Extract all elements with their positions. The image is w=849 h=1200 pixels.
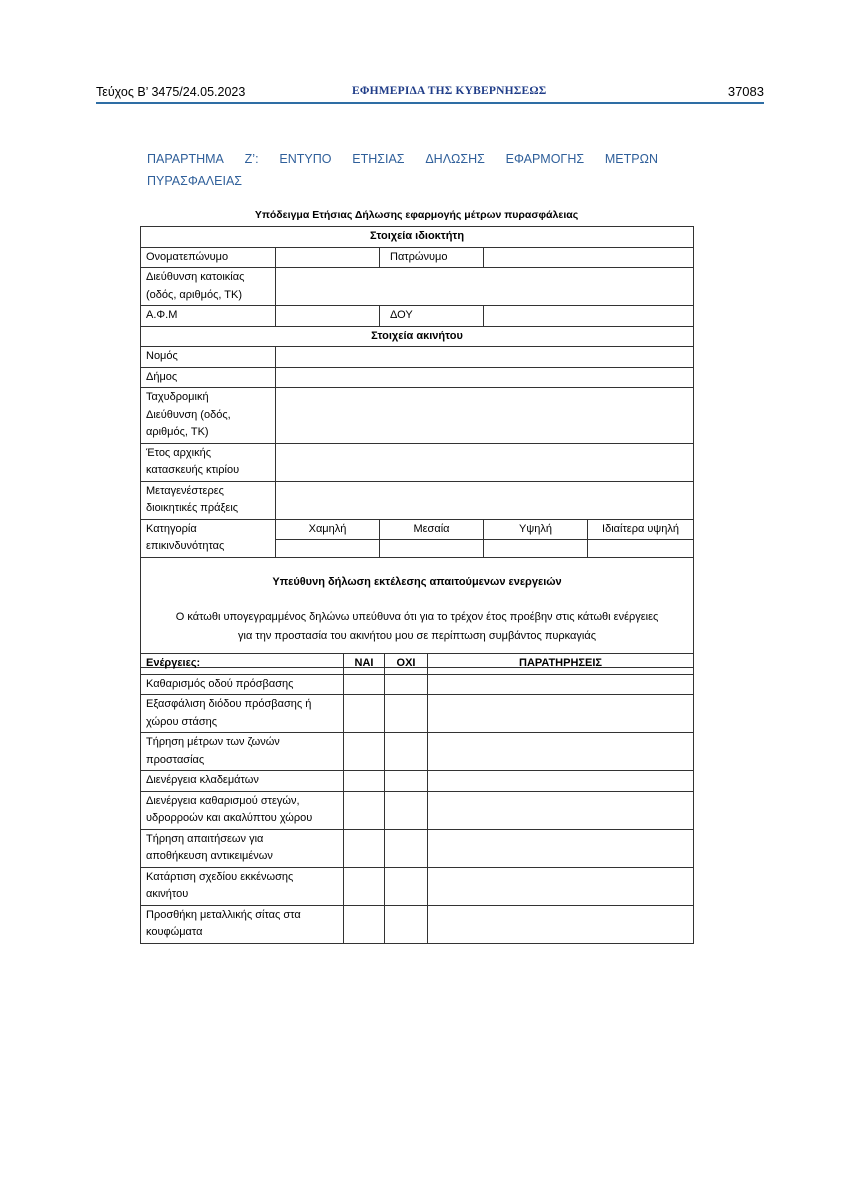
no-checkbox[interactable] [385,771,428,792]
declaration-block [141,558,694,668]
action-label: Τήρηση μέτρων των ζωνών προστασίας [141,733,344,771]
risk-level-high: Υψηλή [484,519,588,540]
yes-checkbox[interactable] [344,733,385,771]
no-checkbox[interactable] [385,695,428,733]
action-label: Κατάρτιση σχεδίου εκκένωσης ακινήτου [141,867,344,905]
annex-word: Ζ’: [244,152,259,166]
property-section-heading: Στοιχεία ακινήτου [141,326,694,347]
issue-number: Τεύχος Β’ 3475/24.05.2023 [96,85,246,99]
action-label: Τήρηση απαιτήσεων για αποθήκευση αντικειμένων [141,829,344,867]
remarks-field[interactable] [428,791,694,829]
annex-word: ΜΕΤΡΩΝ [604,152,658,166]
yes-checkbox[interactable] [344,771,385,792]
annex-word: ΕΤΗΣΙΑΣ [352,152,405,166]
gazette-title: ΕΦΗΜΕΡΙΔΑ ΤΗΣ ΚΥΒΕΡΝΗΣΕΩΣ [352,85,547,97]
municipality-field[interactable] [276,367,694,388]
remarks-field[interactable] [428,733,694,771]
prefecture-label: Νομός [141,347,276,368]
risk-category-label: Κατηγορία επικινδυνότητας [141,519,276,558]
declaration-title: Υπεύθυνη δήλωση εκτέλεσης απαιτούμενων ενεργειών [272,576,562,588]
header-rule [96,102,764,104]
home-address-field[interactable] [276,268,694,306]
father-name-field[interactable] [484,247,694,268]
risk-low-checkbox[interactable] [276,540,380,558]
actions-header: Ενέργειες: [141,654,344,675]
no-checkbox[interactable] [385,733,428,771]
no-checkbox[interactable] [385,791,428,829]
prefecture-field[interactable] [276,347,694,368]
yes-checkbox[interactable] [344,791,385,829]
yes-checkbox[interactable] [344,829,385,867]
annex-word: ΕΦΑΡΜΟΓΗΣ [505,152,585,166]
remarks-field[interactable] [428,771,694,792]
form-title: Υπόδειγμα Ετήσιας Δήλωσης εφαρμογής μέτρων πυρασφάλειας [254,209,579,221]
action-label: Εξασφάλιση διόδου πρόσβασης ή χώρου στάσης [141,695,344,733]
afm-field[interactable] [276,306,380,327]
yes-checkbox[interactable] [344,674,385,695]
annex-word: ΕΝΤΥΠΟ [279,152,332,166]
postal-address-label: Ταχυδρομική Διεύθυνση (οδός, αριθμός, ΤΚ) [141,388,276,444]
no-checkbox[interactable] [385,867,428,905]
remarks-field[interactable] [428,674,694,695]
actions-table [140,653,694,944]
yes-checkbox[interactable] [344,867,385,905]
full-name-field[interactable] [276,247,380,268]
risk-level-low: Χαμηλή [276,519,380,540]
later-acts-field[interactable] [276,481,694,519]
remarks-field[interactable] [428,695,694,733]
no-header: ΟΧΙ [385,654,428,675]
yes-checkbox[interactable] [344,905,385,943]
no-checkbox[interactable] [385,674,428,695]
no-checkbox[interactable] [385,829,428,867]
annex-word: ΔΗΛΩΣΗΣ [425,152,485,166]
father-name-label: Πατρώνυμο [380,247,484,268]
risk-very-high-checkbox[interactable] [588,540,694,558]
remarks-header: ΠΑΡΑΤΗΡΗΣΕΙΣ [428,654,694,675]
postal-address-field[interactable] [276,388,694,444]
declaration-text: Ο κάτωθι υπογεγραμμένος δηλώνω υπεύθυνα ότι για το τρέχον έτος προέβην στις κάτωθι ενέργειες για την προστασία του ακινήτου μου σε περίπτωση συμβάντος πυρκαγιάς [175,610,659,642]
remarks-field[interactable] [428,867,694,905]
page-number: 37083 [727,84,764,99]
action-label: Διενέργεια καθαρισμού στεγών, υδρορροών και ακαλύπτου χώρου [141,791,344,829]
yes-header: ΝΑΙ [344,654,385,675]
later-acts-label: Μεταγενέστερες διοικητικές πράξεις [141,481,276,519]
no-checkbox[interactable] [385,905,428,943]
declaration-form-table [140,226,694,668]
doy-field[interactable] [484,306,694,327]
action-label: Καθαρισμός οδού πρόσβασης [141,674,344,695]
action-label: Διενέργεια κλαδεμάτων [141,771,344,792]
remarks-field[interactable] [428,829,694,867]
annex-word: ΠΑΡΑΡΤΗΜΑ [147,152,224,166]
construction-year-label: Έτος αρχικής κατασκευής κτιρίου [141,443,276,481]
annex-line-2: ΠΥΡΑΣΦΑΛΕΙΑΣ [147,174,243,188]
owner-section-heading: Στοιχεία ιδιοκτήτη [141,227,694,248]
afm-label: Α.Φ.Μ [141,306,276,327]
annex-heading [147,148,658,192]
home-address-label: Διεύθυνση κατοικίας (οδός, αριθμός, ΤΚ) [141,268,276,306]
risk-high-checkbox[interactable] [484,540,588,558]
construction-year-field[interactable] [276,443,694,481]
risk-level-very-high: Ιδιαίτερα υψηλή [588,519,694,540]
action-label: Προσθήκη μεταλλικής σίτας στα κουφώματα [141,905,344,943]
municipality-label: Δήμος [141,367,276,388]
risk-level-medium: Μεσαία [380,519,484,540]
doy-label: ΔΟΥ [380,306,484,327]
yes-checkbox[interactable] [344,695,385,733]
full-name-label: Ονοματεπώνυμο [141,247,276,268]
remarks-field[interactable] [428,905,694,943]
risk-medium-checkbox[interactable] [380,540,484,558]
